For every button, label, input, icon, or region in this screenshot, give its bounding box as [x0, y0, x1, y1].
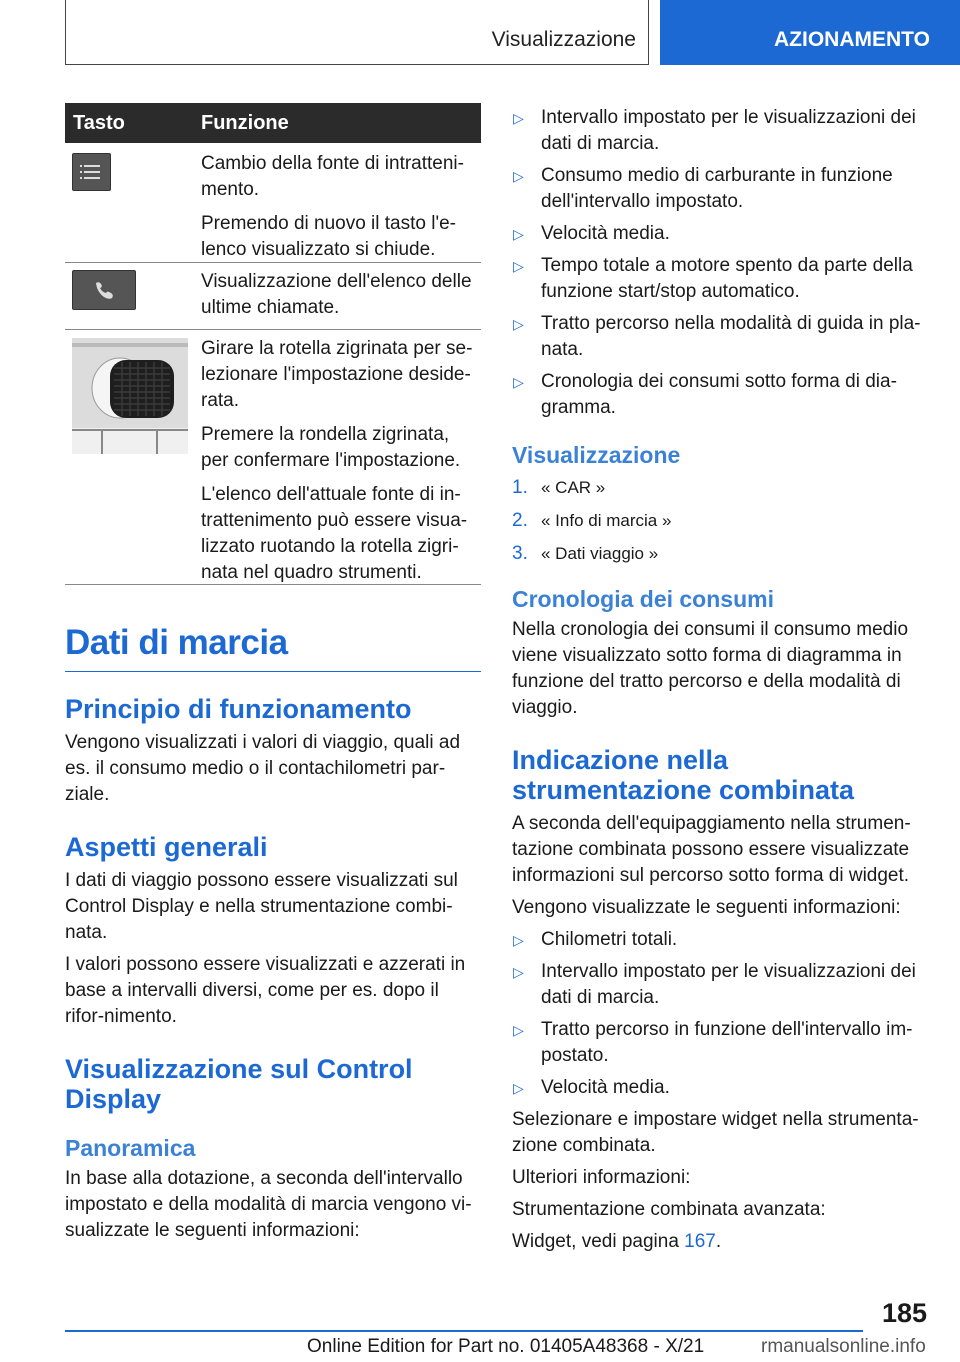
- table-col-key: Tasto: [73, 112, 125, 134]
- section-text: I dati di viaggio possono essere visualizzati sul Control Display e nella strumentazione combi-nata.: [65, 870, 458, 943]
- table-cell-function: [201, 143, 481, 263]
- section-heading: Visualizzazione sul Control Display: [65, 1054, 413, 1114]
- section-text: Nella cronologia dei consumi il consumo medio viene visualizzato sotto forma di diagramma in funzione del tratto percorso e della modalità di viaggio.: [512, 619, 909, 718]
- widget-info-list: [512, 927, 928, 1101]
- phone-handset-icon: [72, 270, 136, 310]
- triangle-bullet-icon: ▷: [513, 258, 524, 274]
- widget-ref-text: Widget, vedi pagina: [512, 1231, 685, 1252]
- subsection-heading: Panoramica: [65, 1135, 196, 1161]
- function-text: L'elenco dell'attuale fonte di in-trattenimento può essere visua-lizzato ruotando la rotella zigri-nata nel quadro strumenti.: [201, 484, 468, 583]
- list-item: ▷ Consumo medio di carburante in funzione dell'intervallo impostato.: [513, 165, 893, 212]
- section-text: Ulteriori informazioni:: [512, 1167, 691, 1188]
- triangle-bullet-icon: ▷: [513, 932, 524, 948]
- table-header: [65, 103, 481, 143]
- section-heading: Aspetti generali: [65, 832, 268, 862]
- function-text: Premere la rondella zigrinata, per confermare l'impostazione.: [201, 424, 461, 471]
- table-col-function: Funzione: [201, 112, 289, 134]
- list-item: ▷ Tratto percorso nella modalità di guida in pla-nata.: [513, 313, 921, 360]
- section-text: [512, 1229, 928, 1255]
- page-number: 185: [881, 1298, 927, 1328]
- triangle-bullet-icon: ▷: [513, 110, 524, 126]
- function-text: Premendo di nuovo il tasto l'e-lenco visualizzato si chiude.: [201, 213, 456, 260]
- step-item: 3. « Dati viaggio »: [512, 543, 659, 564]
- section-text: Vengono visualizzati i valori di viaggio, quali ad es. il consumo medio o il contachilometri par-ziale.: [65, 732, 461, 805]
- table-cell-function: [201, 263, 481, 321]
- triangle-bullet-icon: ▷: [513, 168, 524, 184]
- list-item: ▷ Tempo totale a motore spento da parte della funzione start/stop automatico.: [513, 255, 913, 302]
- triangle-bullet-icon: ▷: [513, 374, 524, 390]
- triangle-bullet-icon: ▷: [513, 226, 524, 242]
- list-item: ▷ Velocità media.: [512, 221, 928, 247]
- table-cell-function: [201, 330, 481, 586]
- section-text: Selezionare e impostare widget nella strumenta-zione combinata.: [512, 1109, 919, 1156]
- page-title: Dati di marcia: [65, 623, 481, 672]
- right-column: [512, 103, 928, 1255]
- knurled-wheel-photo: [72, 338, 188, 454]
- list-item: ▷ Cronologia dei consumi sotto forma di dia-gramma.: [513, 371, 897, 418]
- list-item: ▷ Velocità media.: [512, 1075, 928, 1101]
- footer-watermark: rmanualsonline.info: [761, 1336, 926, 1357]
- steps-list: [512, 475, 928, 567]
- list-item: ▷ Intervallo impostato per le visualizzazioni dei dati di marcia.: [513, 961, 916, 1008]
- widget-ref-suffix: .: [715, 1231, 722, 1252]
- section-text: In base alla dotazione, a seconda dell'intervallo impostato e della modalità di marcia vengono vi-sualizzate le seguenti informazioni:: [65, 1168, 472, 1241]
- table-row: [65, 263, 481, 330]
- header-chapter-tab[interactable]: AZIONAMENTO: [660, 0, 960, 65]
- list-menu-icon: [72, 153, 111, 191]
- function-text: Girare la rotella zigrinata per se-lezionare l'impostazione deside-rata.: [201, 338, 473, 411]
- header-section-title: Visualizzazione: [491, 28, 636, 51]
- left-column: [65, 103, 481, 1244]
- section-heading: Indicazione nella strumentazione combinata: [512, 745, 855, 805]
- step-item: 2. « Info di marcia »: [512, 510, 672, 531]
- section-text: A seconda dell'equipaggiamento nella strumen-tazione combinata possono essere visualizzate informazioni sul percorso sotto forma di widget.: [512, 813, 911, 886]
- list-item: ▷ Tratto percorso in funzione dell'intervallo im-postato.: [513, 1019, 913, 1066]
- section-heading: Principio di funzionamento: [65, 694, 412, 724]
- section-text: Strumentazione combinata avanzata:: [512, 1199, 826, 1220]
- footer-edition: Online Edition for Part no. 01405A48368 - X/21: [307, 1336, 705, 1357]
- step-item: 1. « CAR »: [512, 477, 606, 498]
- footer-divider: [65, 1330, 863, 1332]
- list-item: ▷ Intervallo impostato per le visualizzazioni dei dati di marcia.: [513, 107, 916, 154]
- triangle-bullet-icon: ▷: [513, 1080, 524, 1096]
- function-text: Visualizzazione dell'elenco delle ultime chiamate.: [201, 271, 472, 318]
- subsection-heading: Cronologia dei consumi: [512, 586, 774, 612]
- function-text: Cambio della fonte di intratteni-mento.: [201, 153, 464, 200]
- list-item: ▷ Chilometri totali.: [512, 927, 928, 953]
- table-row: [65, 330, 481, 585]
- triangle-bullet-icon: ▷: [513, 1022, 524, 1038]
- section-text: I valori possono essere visualizzati e azzerati in base a intervalli diversi, come per es. dopo il rifor-nimento.: [65, 954, 466, 1027]
- section-text: Vengono visualizzate le seguenti informazioni:: [512, 897, 901, 918]
- data-list: [512, 103, 928, 421]
- triangle-bullet-icon: ▷: [513, 316, 524, 332]
- triangle-bullet-icon: ▷: [513, 964, 524, 980]
- subsection-heading: Visualizzazione: [512, 442, 681, 468]
- page-link[interactable]: 167: [684, 1231, 716, 1252]
- table-row: [65, 143, 481, 263]
